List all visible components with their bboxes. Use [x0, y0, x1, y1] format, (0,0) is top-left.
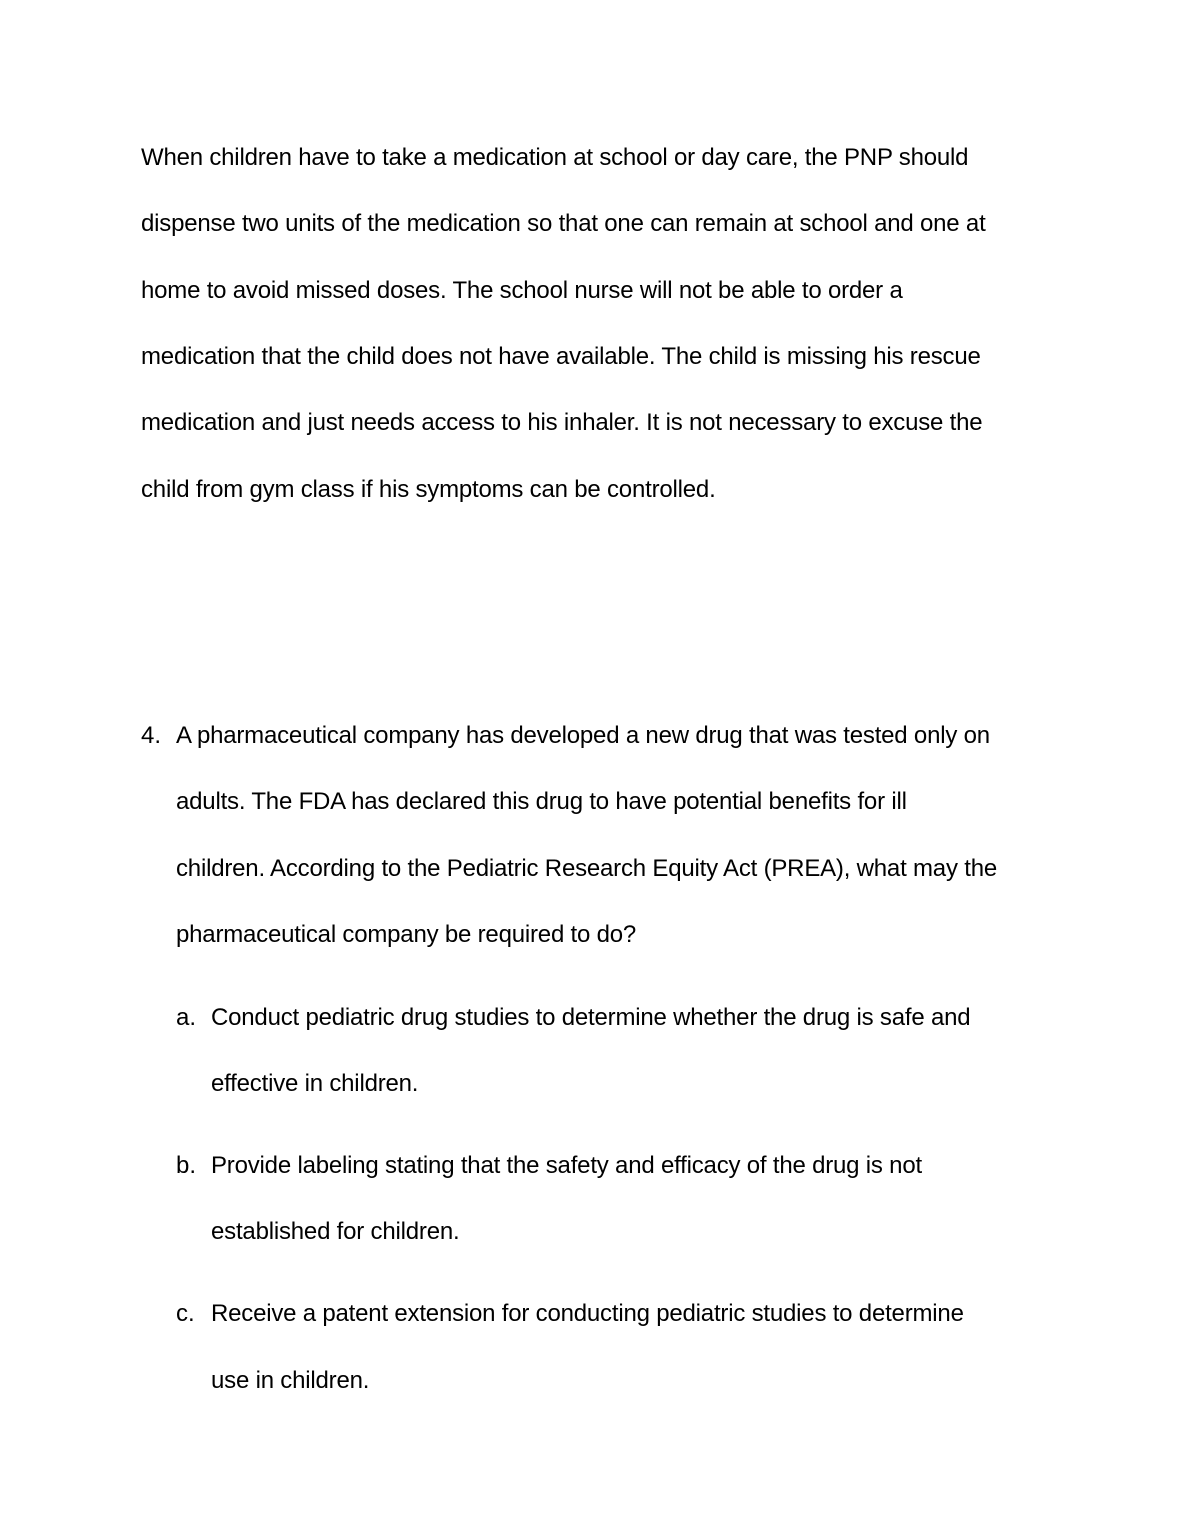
option-line: effective in children. — [211, 1070, 419, 1097]
explanation-line: dispense two units of the medication so that one can remain at school and one at — [141, 210, 986, 237]
explanation-line: home to avoid missed doses. The school nurse will not be able to order a — [141, 277, 903, 304]
question-line: children. According to the Pediatric Research Equity Act (PREA), what may the — [176, 855, 997, 882]
option-line: Receive a patent extension for conducting pediatric studies to determine — [211, 1300, 964, 1327]
option-letter: c. — [176, 1300, 195, 1327]
option-line: use in children. — [211, 1367, 370, 1394]
option-line: Provide labeling stating that the safety and efficacy of the drug is not — [211, 1152, 922, 1179]
option-letter: b. — [176, 1152, 197, 1179]
question-line: adults. The FDA has declared this drug to have potential benefits for ill — [176, 788, 907, 815]
explanation-line: When children have to take a medication at school or day care, the PNP should — [141, 144, 969, 171]
question-line: pharmaceutical company be required to do? — [176, 921, 637, 948]
option-line: Conduct pediatric drug studies to determine whether the drug is safe and — [211, 1004, 971, 1031]
option-letter: a. — [176, 1004, 197, 1031]
explanation-line: medication and just needs access to his inhaler. It is not necessary to excuse the — [141, 409, 983, 436]
question-line: A pharmaceutical company has developed a new drug that was tested only on — [176, 722, 990, 749]
explanation-line: medication that the child does not have available. The child is missing his rescue — [141, 343, 981, 370]
explanation-line: child from gym class if his symptoms can be controlled. — [141, 476, 716, 503]
option-line: established for children. — [211, 1218, 460, 1245]
question-number: 4. — [141, 722, 162, 749]
